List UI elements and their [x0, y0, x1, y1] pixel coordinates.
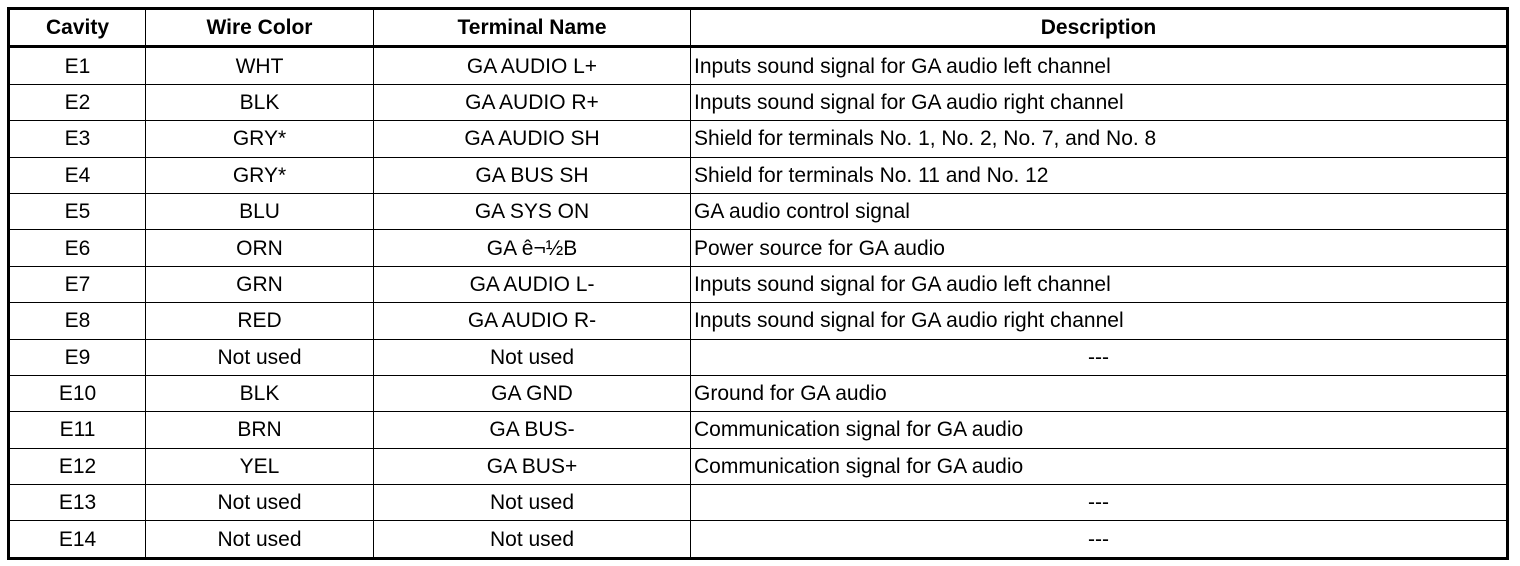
cell-description: Communication signal for GA audio: [691, 412, 1508, 448]
cell-description: GA audio control signal: [691, 193, 1508, 229]
cell-description: Inputs sound signal for GA audio right channel: [691, 303, 1508, 339]
cell-description: Power source for GA audio: [691, 230, 1508, 266]
table-row: [9, 157, 1508, 193]
cell-wire-color: GRY*: [146, 121, 374, 157]
cell-cavity: E5: [9, 193, 146, 229]
cell-terminal-name: GA ê¬½B: [374, 230, 691, 266]
table-row: [9, 485, 1508, 521]
header-wire-color: Wire Color: [146, 9, 374, 47]
cell-cavity: E4: [9, 157, 146, 193]
cell-terminal-name: GA AUDIO R+: [374, 84, 691, 120]
table-header-row: [9, 9, 1508, 47]
cell-wire-color: Not used: [146, 485, 374, 521]
cell-terminal-name: GA AUDIO L-: [374, 266, 691, 302]
header-description: Description: [691, 9, 1508, 47]
cell-wire-color: BLU: [146, 193, 374, 229]
table-row: [9, 375, 1508, 411]
cell-terminal-name: GA BUS SH: [374, 157, 691, 193]
cell-cavity: E12: [9, 448, 146, 484]
table-row: [9, 339, 1508, 375]
cell-terminal-name: GA BUS-: [374, 412, 691, 448]
table-row: [9, 193, 1508, 229]
cell-terminal-name: GA BUS+: [374, 448, 691, 484]
cell-cavity: E9: [9, 339, 146, 375]
cell-cavity: E10: [9, 375, 146, 411]
table-row: [9, 47, 1508, 84]
cell-terminal-name: GA AUDIO L+: [374, 47, 691, 84]
cell-description: Inputs sound signal for GA audio right channel: [691, 84, 1508, 120]
cell-wire-color: WHT: [146, 47, 374, 84]
table-row: [9, 521, 1508, 558]
cell-description: ---: [691, 339, 1508, 375]
cell-wire-color: ORN: [146, 230, 374, 266]
header-cavity: Cavity: [9, 9, 146, 47]
cell-description: Shield for terminals No. 1, No. 2, No. 7, and No. 8: [691, 121, 1508, 157]
cell-wire-color: BLK: [146, 84, 374, 120]
cell-cavity: E1: [9, 47, 146, 84]
cell-description: Ground for GA audio: [691, 375, 1508, 411]
cell-description: Inputs sound signal for GA audio left channel: [691, 266, 1508, 302]
cell-cavity: E8: [9, 303, 146, 339]
cell-wire-color: BLK: [146, 375, 374, 411]
cell-description: Shield for terminals No. 11 and No. 12: [691, 157, 1508, 193]
cell-cavity: E2: [9, 84, 146, 120]
cell-wire-color: BRN: [146, 412, 374, 448]
cell-wire-color: GRY*: [146, 157, 374, 193]
table-body: [9, 47, 1508, 558]
table-row: [9, 412, 1508, 448]
cell-description: ---: [691, 521, 1508, 558]
table-row: [9, 266, 1508, 302]
cell-terminal-name: GA GND: [374, 375, 691, 411]
cell-description: ---: [691, 485, 1508, 521]
cell-cavity: E14: [9, 521, 146, 558]
cell-description: Inputs sound signal for GA audio left channel: [691, 47, 1508, 84]
cell-wire-color: Not used: [146, 339, 374, 375]
cell-terminal-name: Not used: [374, 485, 691, 521]
table-row: [9, 121, 1508, 157]
cell-terminal-name: Not used: [374, 521, 691, 558]
connector-table-container: [7, 7, 1506, 560]
table-row: [9, 230, 1508, 266]
cell-cavity: E3: [9, 121, 146, 157]
cell-terminal-name: GA AUDIO SH: [374, 121, 691, 157]
cell-terminal-name: GA AUDIO R-: [374, 303, 691, 339]
cell-terminal-name: Not used: [374, 339, 691, 375]
cell-cavity: E13: [9, 485, 146, 521]
cell-wire-color: RED: [146, 303, 374, 339]
table-row: [9, 84, 1508, 120]
table-row: [9, 303, 1508, 339]
cell-cavity: E6: [9, 230, 146, 266]
connector-pinout-table: [7, 7, 1509, 560]
cell-wire-color: GRN: [146, 266, 374, 302]
header-terminal-name: Terminal Name: [374, 9, 691, 47]
cell-cavity: E11: [9, 412, 146, 448]
cell-wire-color: YEL: [146, 448, 374, 484]
cell-description: Communication signal for GA audio: [691, 448, 1508, 484]
cell-terminal-name: GA SYS ON: [374, 193, 691, 229]
cell-cavity: E7: [9, 266, 146, 302]
cell-wire-color: Not used: [146, 521, 374, 558]
table-row: [9, 448, 1508, 484]
